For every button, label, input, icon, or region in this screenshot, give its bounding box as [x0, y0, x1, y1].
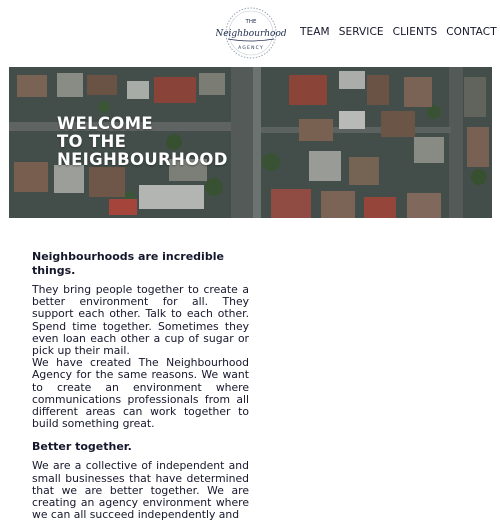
logo-line1: THE — [245, 19, 257, 25]
logo-badge-icon — [216, 6, 286, 60]
section-heading-better-together: Better together. — [32, 440, 132, 454]
hero-banner — [9, 67, 492, 218]
paragraph-agency: We have created The Neighbourhood Agency for the same reasons. We want to create an environment where communications professionals from all different areas can work together to build something great. — [32, 356, 249, 431]
hero-title-line: TO THE — [57, 132, 127, 151]
nav-clients[interactable]: CLIENTS — [392, 26, 438, 38]
main-nav — [300, 26, 500, 38]
nav-service[interactable]: SERVICE — [338, 26, 384, 38]
paragraph-intro: They bring people together to create a better environment for all. They support each other. Talk to each other. Spend time together. Sometimes they even loan each other a cup of sugar or pick up their mail. — [32, 283, 249, 358]
agency-logo[interactable] — [216, 6, 286, 60]
hero-title-line: WELCOME — [57, 114, 153, 133]
logo-line2: Neighbourhood — [216, 29, 286, 39]
hero-title — [57, 115, 228, 169]
paragraph-collective: We are a collective of independent and small businesses that have determined that we are better together. We are creating an agency environment where we can all succeed independently and — [32, 459, 249, 521]
section-heading-neighbourhoods: Neighbourhoods are incredible things. — [32, 250, 224, 277]
nav-team[interactable]: TEAM — [300, 26, 330, 38]
nav-contact[interactable]: CONTACT — [446, 26, 497, 38]
hero-title-line: NEIGHBOURHOOD — [57, 150, 228, 169]
logo-line3: AGENCY — [238, 46, 264, 51]
intro-content — [32, 250, 249, 521]
